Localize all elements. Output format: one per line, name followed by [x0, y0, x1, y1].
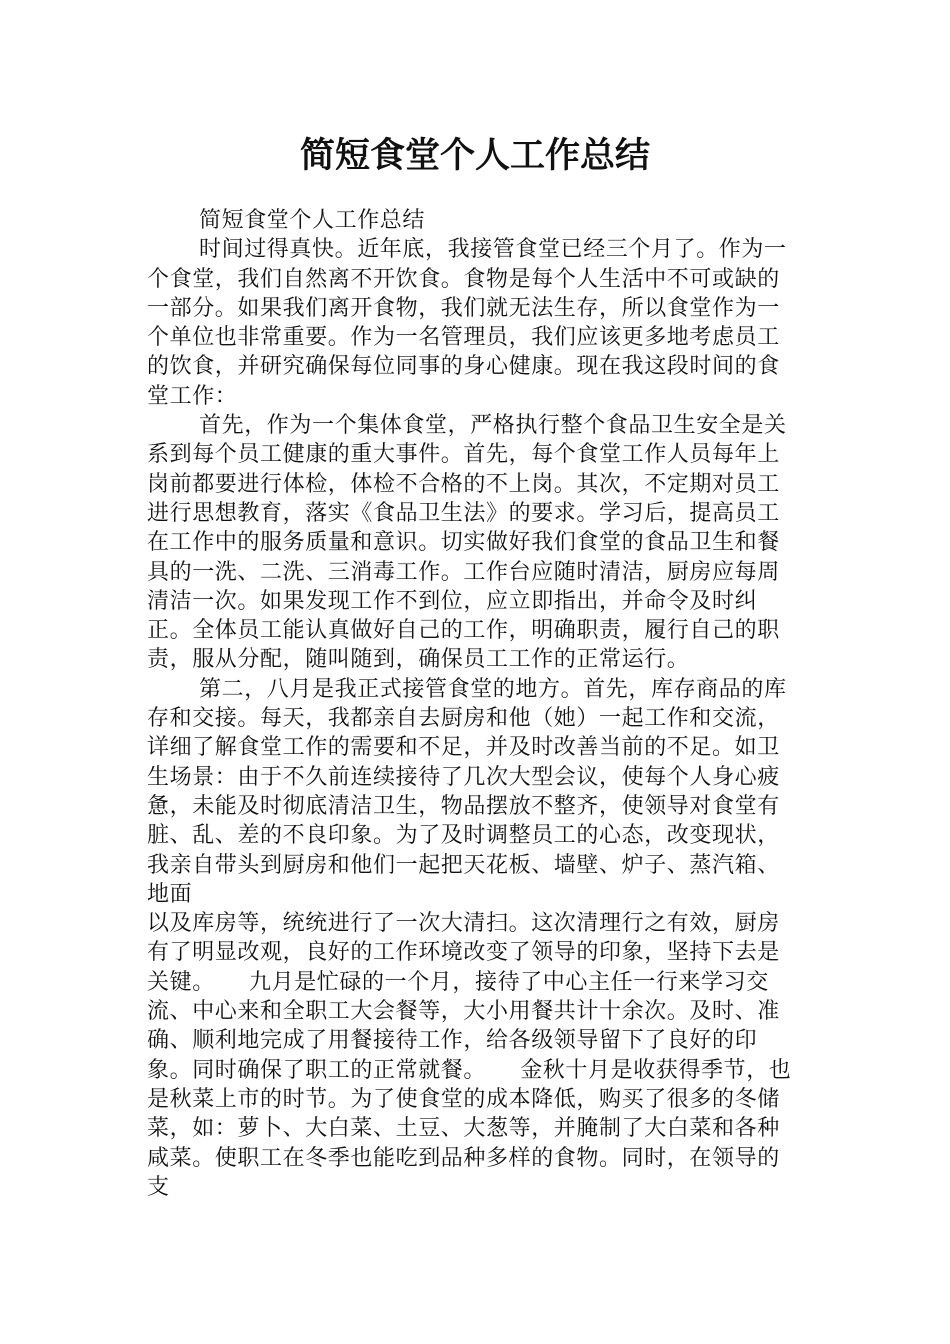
paragraph-second: 第二，八月是我正式接管食堂的地方。首先，库存商品的库存和交接。每天，我都亲自去厨房和他（她）一起工作和交流，详细了解食堂工作的需要和不足，并及时改善当前的不足。如卫生场景：由于不久前连续接待了几次大型会议，使每个人身心疲惫，未能及时彻底清洁卫生，物品摆放不整齐，使领导对食堂有脏、乱、差的不良印象。为了及时调整员工的心态，改变现状，我亲自带头到厨房和他们一起把天花板、墙壁、炉子、蒸汽箱、地面: [147, 676, 787, 907]
paragraph-first: 首先，作为一个集体食堂，严格执行整个食品卫生安全是关系到每个员工健康的重大事件。首先，每个食堂工作人员每年上岗前都要进行体检，体检不合格的不上岗。其次，不定期对员工进行思想教育，落实《食品卫生法》的要求。学习后，提高员工在工作中的服务质量和意识。切实做好我们食堂的食品卫生和餐具的一洗、二洗、三消毒工作。工作台应随时清洁，厨房应每周清洁一次。如果发现工作不到位，应立即指出，并命令及时纠正。全体员工能认真做好自己的工作，明确职责，履行自己的职责，服从分配，随叫随到，确保员工工作的正常运行。: [147, 413, 787, 673]
paragraph-continuation: 以及库房等，统统进行了一次大清扫。这次清理行之有效，厨房有了明显改观，良好的工作环境改变了领导的印象，坚持下去是关键。 九月是忙碌的一个月，接待了中心主任一行来学习交流、中心来和全职工大会餐等，大小用餐共计十余次。及时、准确、顺利地完成了用餐接待工作，给各级领导留下了良好的印象。同时确保了职工的正常就餐。 金秋十月是收获得季节，也是秋菜上市的时节。为了使食堂的成本降低，购买了很多的冬储菜，如：萝卜、大白菜、土豆、大葱等，并腌制了大白菜和各种咸菜。使职工在冬季也能吃到品种多样的食物。同时，在领导的支: [147, 911, 792, 1200]
document-title: 简短食堂个人工作总结: [299, 135, 650, 176]
paragraph-subtitle: 简短食堂个人工作总结: [199, 208, 426, 233]
paragraph-intro: 时间过得真快。近年底，我接管食堂已经三个月了。作为一个食堂，我们自然离不开饮食。食物是每个人生活中不可或缺的一部分。如果我们离开食物，我们就无法生存，所以食堂作为一个单位也非常重要。作为一名管理员，我们应该更多地考虑员工的饮食，并研究确保每位同事的身心健康。现在我这段时间的食堂工作：: [147, 237, 787, 409]
document-body: [147, 206, 799, 1202]
